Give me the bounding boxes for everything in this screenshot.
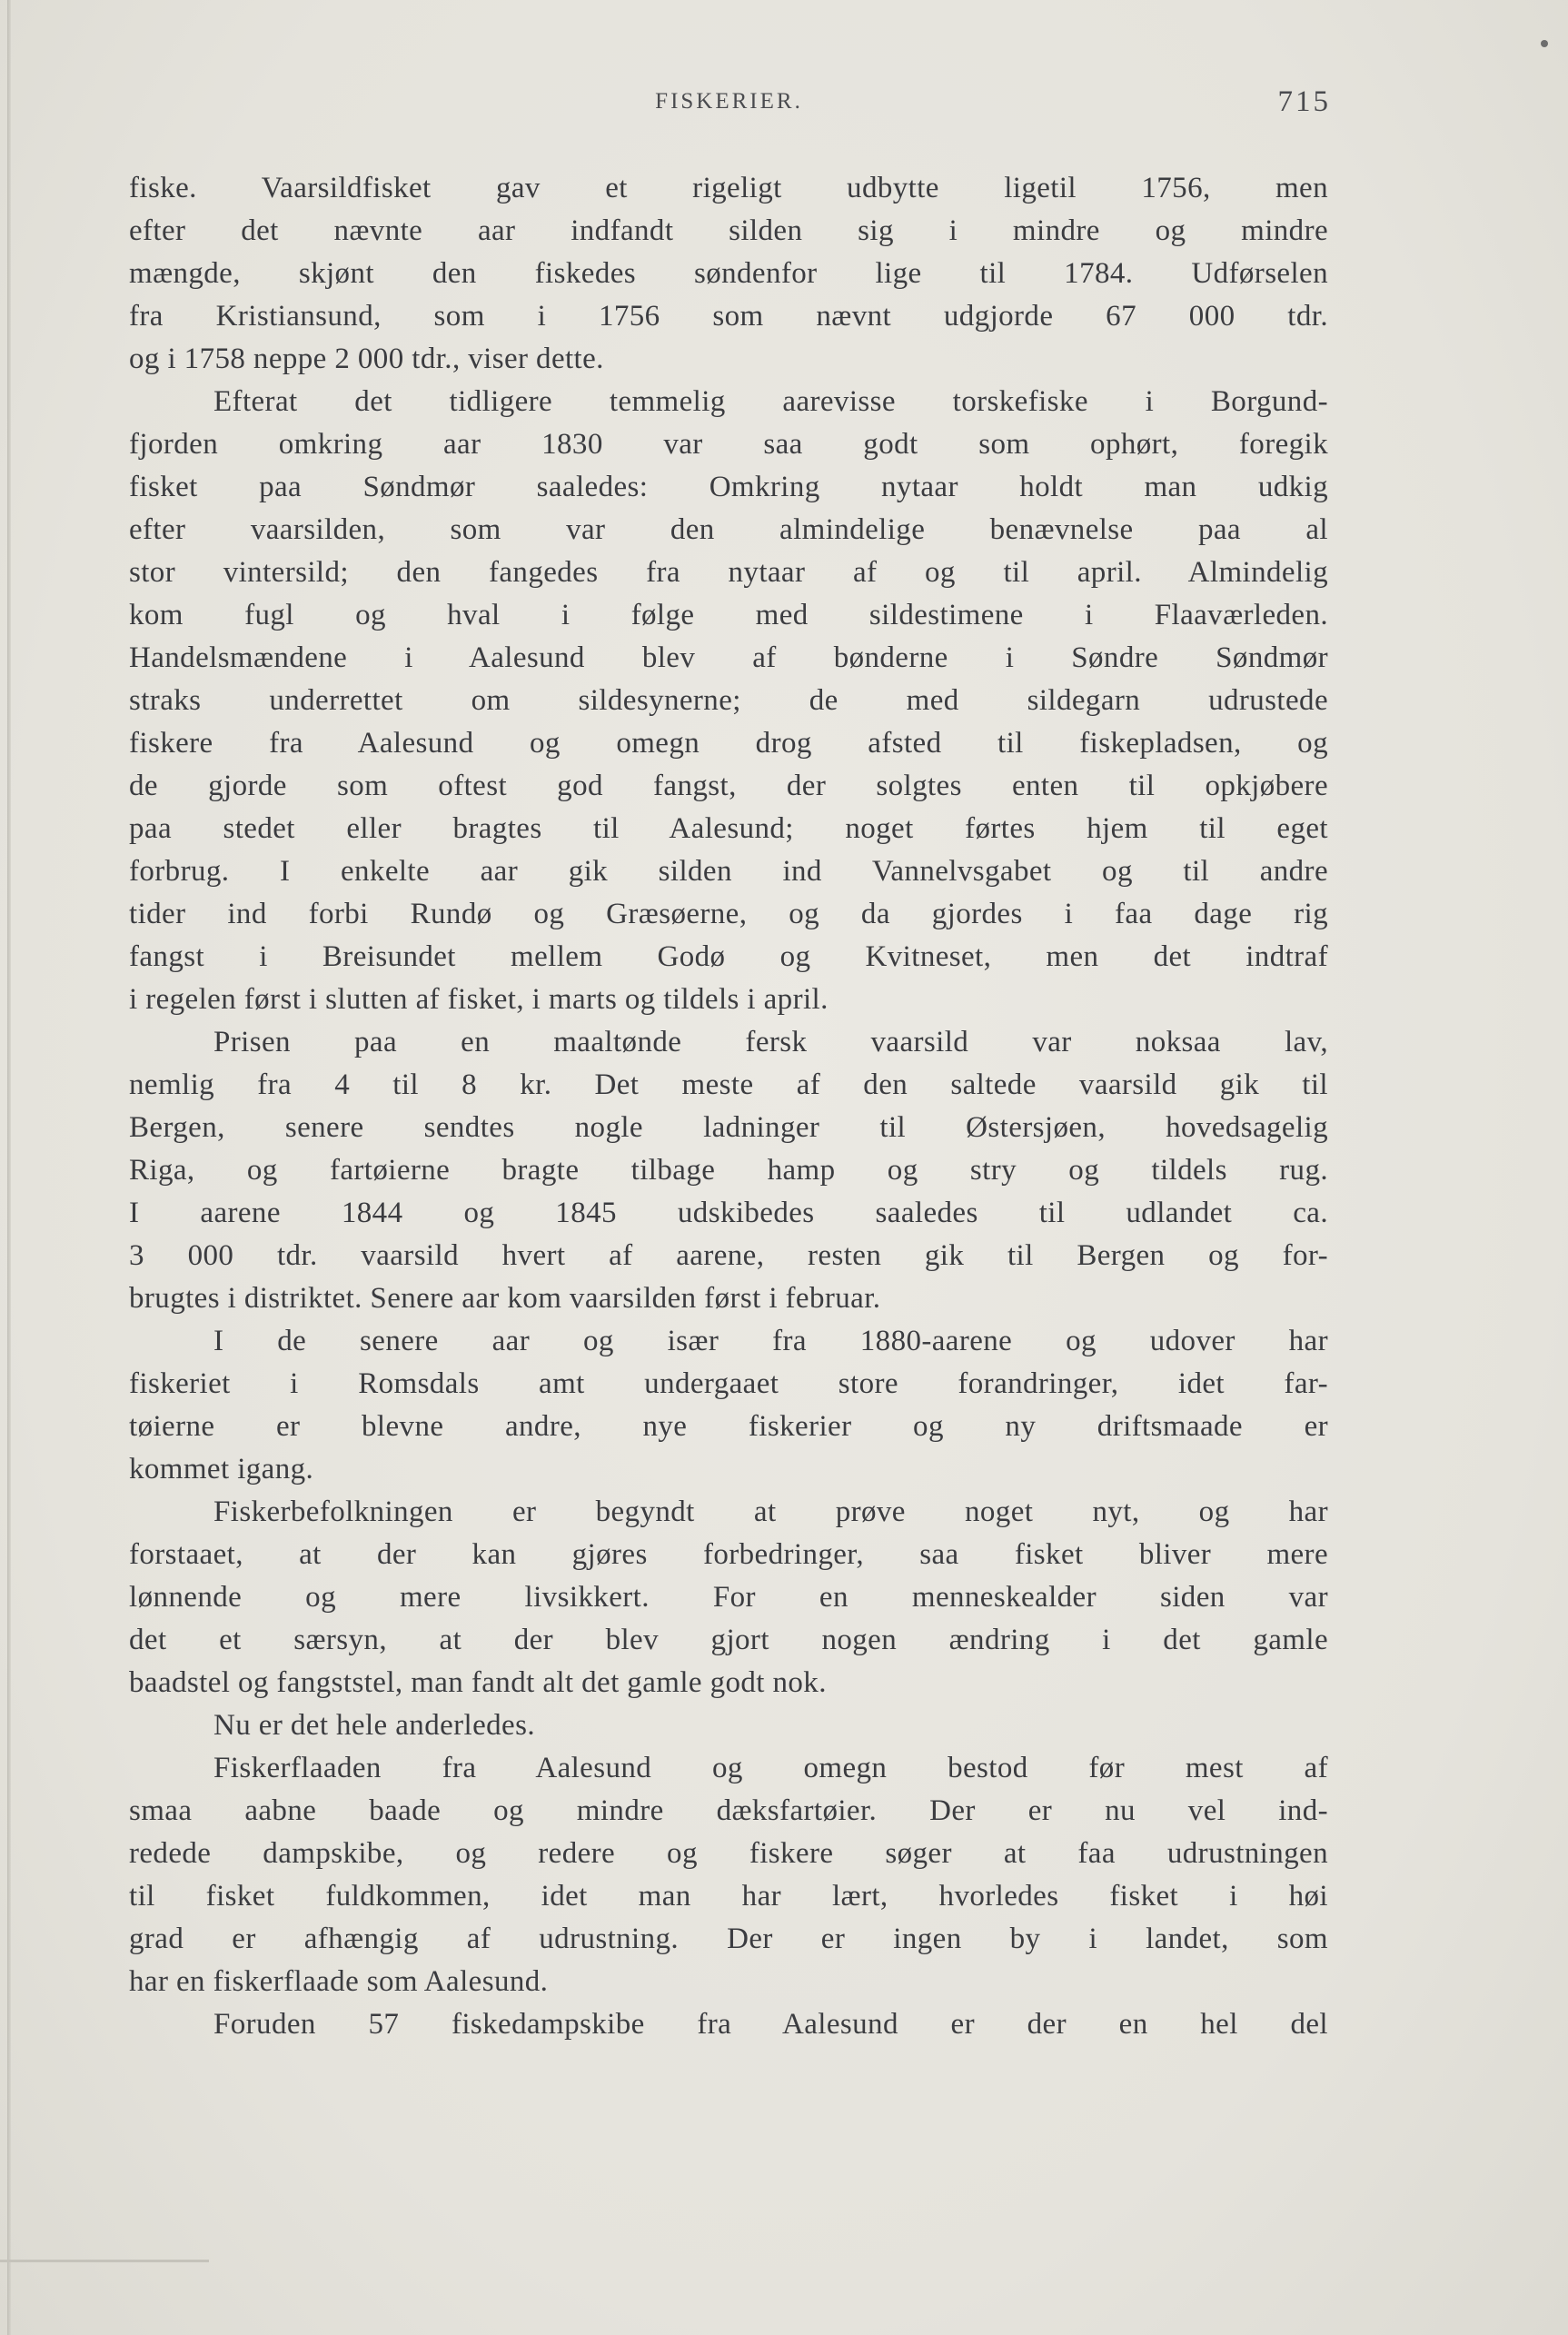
text-line: smaa aabne baade og mindre dæksfartøier. Der er nu vel ind- (129, 1794, 1328, 1827)
text-line: i regelen først i slutten af fisket, i marts og tildels i april. (129, 983, 829, 1016)
text-line: og i 1758 neppe 2 000 tdr., viser dette. (129, 343, 604, 375)
text-line: I aarene 1844 og 1845 udskibedes saaledes til udlandet ca. (129, 1197, 1328, 1229)
text-line: Riga, og fartøierne bragte tilbage hamp og stry og tildels rug. (129, 1154, 1328, 1187)
text-line: stor vintersild; den fangedes fra nytaar af og til april. Almindelig (129, 556, 1328, 589)
text-line: Handelsmændene i Aalesund blev af bønderne i Søndre Søndmør (129, 641, 1328, 674)
text-line: tøierne er blevne andre, nye fiskerier og ny driftsmaade er (129, 1410, 1328, 1443)
text-line: fisket paa Søndmør saaledes: Omkring nytaar holdt man udkig (129, 471, 1328, 503)
text-line: til fisket fuldkommen, idet man har lært, hvorledes fisket i høi (129, 1880, 1328, 1913)
text-line: kom fugl og hval i følge med sildestimene i Flaaværleden. (129, 599, 1328, 631)
text-line: Efterat det tidligere temmelig aarevisse torskefiske i Borgund- (213, 385, 1328, 418)
text-line: efter vaarsilden, som var den almindelige benævnelse paa al (129, 513, 1328, 546)
text-line: tider ind forbi Rundø og Græsøerne, og da gjordes i faa dage rig (129, 898, 1328, 930)
text-line: fiskeriet i Romsdals amt undergaaet store forandringer, idet far- (129, 1367, 1328, 1400)
text-line: de gjorde som oftest god fangst, der solgtes enten til opkjøbere (129, 770, 1328, 802)
text-line: paa stedet eller bragtes til Aalesund; noget førtes hjem til eget (129, 812, 1328, 845)
text-line: fjorden omkring aar 1830 var saa godt som ophørt, foregik (129, 428, 1328, 461)
text-line: Bergen, senere sendtes nogle ladninger til Østersjøen, hovedsagelig (129, 1111, 1328, 1144)
text-line: efter det nævnte aar indfandt silden sig i mindre og mindre (129, 214, 1328, 247)
text-line: redede dampskibe, og redere og fiskere søger at faa udrustningen (129, 1837, 1328, 1870)
text-line: har en fiskerflaade som Aalesund. (129, 1965, 549, 1998)
text-line: forstaaet, at der kan gjøres forbedringer, saa fisket bliver mere (129, 1538, 1328, 1571)
text-line: mængde, skjønt den fiskedes søndenfor lige til 1784. Udførselen (129, 257, 1328, 290)
text-line: straks underrettet om sildesynerne; de med sildegarn udrustede (129, 684, 1328, 717)
text-line: fiske. Vaarsildfisket gav et rigeligt udbytte ligetil 1756, men (129, 172, 1328, 204)
text-line: baadstel og fangststel, man fandt alt det gamle godt nok. (129, 1666, 827, 1699)
text-line: 3 000 tdr. vaarsild hvert af aarene, resten gik til Bergen og for- (129, 1239, 1328, 1272)
text-line: forbrug. I enkelte aar gik silden ind Vannelvsgabet og til andre (129, 855, 1328, 888)
running-head (127, 85, 1331, 127)
text-line: fangst i Breisundet mellem Godø og Kvitneset, men det indtraf (129, 940, 1328, 973)
running-title: FISKERIER. (655, 89, 803, 114)
text-line: lønnende og mere livsikkert. For en menneskealder siden var (129, 1581, 1328, 1614)
text-line: det et særsyn, at der blev gjort nogen ændring i det gamle (129, 1624, 1328, 1656)
text-line: fra Kristiansund, som i 1756 som nævnt udgjorde 67 000 tdr. (129, 300, 1328, 333)
text-line: Fiskerbefolkningen er begyndt at prøve noget nyt, og har (213, 1495, 1328, 1528)
text-line: Prisen paa en maaltønde fersk vaarsild var noksaa lav, (213, 1026, 1328, 1058)
text-line: Foruden 57 fiskedampskibe fra Aalesund er der en hel del (213, 2008, 1328, 2041)
text-line: I de senere aar og især fra 1880-aarene og udover har (213, 1325, 1328, 1357)
page-edge-left (7, 0, 11, 2335)
page-number: 715 (1277, 85, 1331, 118)
text-line: nemlig fra 4 til 8 kr. Det meste af den saltede vaarsild gik til (129, 1068, 1328, 1101)
text-line: grad er afhængig af udrustning. Der er ingen by i landet, som (129, 1923, 1328, 1955)
text-line: brugtes i distriktet. Senere aar kom vaarsilden først i februar. (129, 1282, 881, 1315)
page-edge-bottom (0, 2260, 209, 2262)
text-line: fiskere fra Aalesund og omegn drog afsted til fiskepladsen, og (129, 727, 1328, 760)
text-line: Nu er det hele anderledes. (213, 1709, 535, 1742)
text-line: kommet igang. (129, 1453, 314, 1485)
text-line: Fiskerflaaden fra Aalesund og omegn bestod før mest af (213, 1752, 1328, 1784)
body-text (129, 167, 1328, 2046)
ink-speck (1541, 40, 1548, 47)
